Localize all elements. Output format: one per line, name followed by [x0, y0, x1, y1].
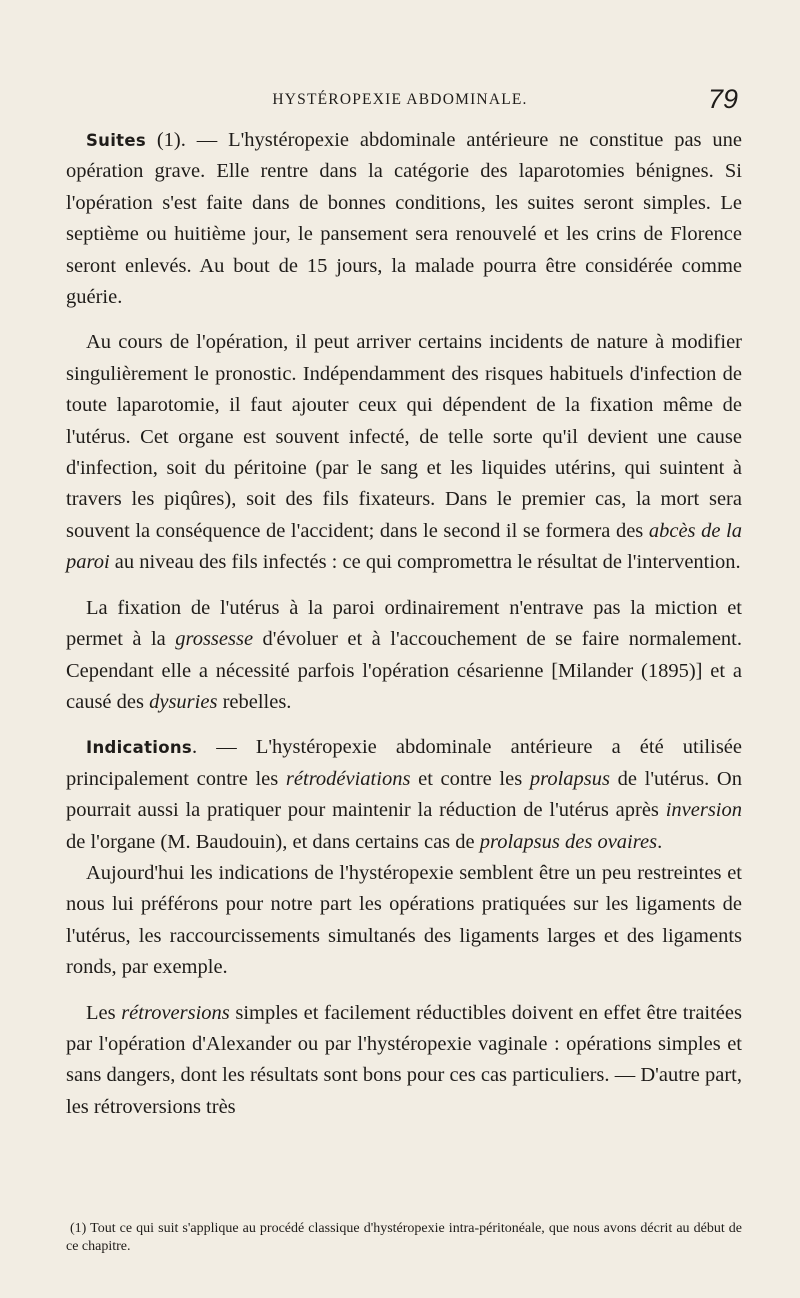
- paragraph-aujourdhui: [66, 858, 742, 984]
- paragraph-text: Au cours de l'opération, il peut arriver certains incidents de nature à modifier singulièrement le pronostic. Indépendamment des risques habituels d'infection de toute laparotomie, il faut ajouter ceux qui dépendent de la fixation même de l'utérus. Cet organe est souvent infecté, de telle sorte qu'il devient une cause d'infection, soit du péritoine (par le sang et les liquides utérins, qui suintent à travers les piqûres), soit des fils fixateurs. Dans le premier cas, la mort sera souvent la conséquence de l'accident; dans le second il se formera des: [66, 331, 742, 542]
- paragraph-text: rebelles.: [217, 690, 292, 713]
- section-heading-indications: Indications: [86, 738, 193, 758]
- footnote: [66, 1220, 742, 1256]
- paragraph-text: La fixation de l'utérus à la paroi ordinairement n'entrave pas la miction et permet à la: [66, 596, 742, 651]
- body-text: [66, 125, 742, 1123]
- paragraph-text: simples et facilement réductibles doivent en effet être traitées par l'opération d'Alexander ou par l'hystéropexie vaginale : opérations simples et sans dangers, dont les résultats sont bons pour ces cas particuliers. — D'autre part, les rétroversions très: [66, 1001, 742, 1118]
- paragraph-text: .: [657, 830, 663, 853]
- footnote-text: (1) Tout ce qui suit s'applique au procédé classique d'hystéropexie intra-péritonéale, que nous avons décrit au début de ce chapitre.: [66, 1221, 742, 1254]
- paragraph-text: et contre les: [410, 767, 530, 790]
- italic-term: prolapsus des ovaires: [479, 830, 658, 853]
- italic-term: rétroversions: [121, 1001, 230, 1024]
- italic-term: prolapsus: [529, 767, 610, 790]
- page-number: 79: [707, 84, 738, 114]
- paragraph-text: Les: [86, 1001, 122, 1024]
- running-head: [60, 84, 740, 118]
- paragraph-incidents: [66, 327, 742, 578]
- paragraph-text: de l'utérus. On pourrait aussi la pratiquer pour maintenir la réduction de l'utérus après: [66, 767, 742, 822]
- italic-term: dysuries: [149, 690, 218, 713]
- paragraph-text: d'évoluer et à l'accouchement de se faire normalement. Cependant elle a nécessité parfois l'opération césarienne [Milander (1895)] et a causé des: [66, 628, 743, 713]
- paragraph-fixation: [66, 593, 742, 719]
- paragraph-text: au niveau des fils infectés : ce qui compromettra le résultat de l'intervention.: [109, 551, 741, 574]
- paragraph-retroversions: [66, 998, 742, 1124]
- italic-term: rétrodéviations: [285, 767, 411, 790]
- paragraph-indications: [66, 732, 742, 858]
- italic-term: abcès de la paroi: [66, 519, 742, 574]
- paragraph-text: . — L'hystéropexie abdominale antérieure a été utilisée principalement contre les: [66, 736, 742, 790]
- paragraph-text: (1). — L'hystéropexie abdominale antérieure ne constitue pas une opération grave. Elle rentre dans la catégorie des laparotomies bénignes. Si l'opération s'est faite dans de bonnes conditions, les suites seront simples. Le septième ou huitième jour, le pansement sera renouvelé et les crins de Florence seront enlevés. Au bout de 15 jours, la malade pourra être considérée comme guérie.: [66, 129, 742, 309]
- running-title: HYSTÉROPEXIE ABDOMINALE.: [272, 91, 528, 108]
- italic-term: grossesse: [175, 628, 254, 651]
- section-heading-suites: Suites: [86, 131, 146, 150]
- paragraph-text: de l'organe (M. Baudouin), et dans certains cas de: [66, 830, 480, 853]
- paragraph-text: Aujourd'hui les indications de l'hystéropexie semblent être un peu restreintes et nous lui préférons pour notre part les opérations pratiquées sur les ligaments de l'utérus, les raccourcissements simultanés des ligaments larges et des ligaments ronds, par exemple.: [66, 861, 742, 979]
- paragraph-suites: [66, 125, 742, 313]
- italic-term: inversion: [665, 799, 742, 822]
